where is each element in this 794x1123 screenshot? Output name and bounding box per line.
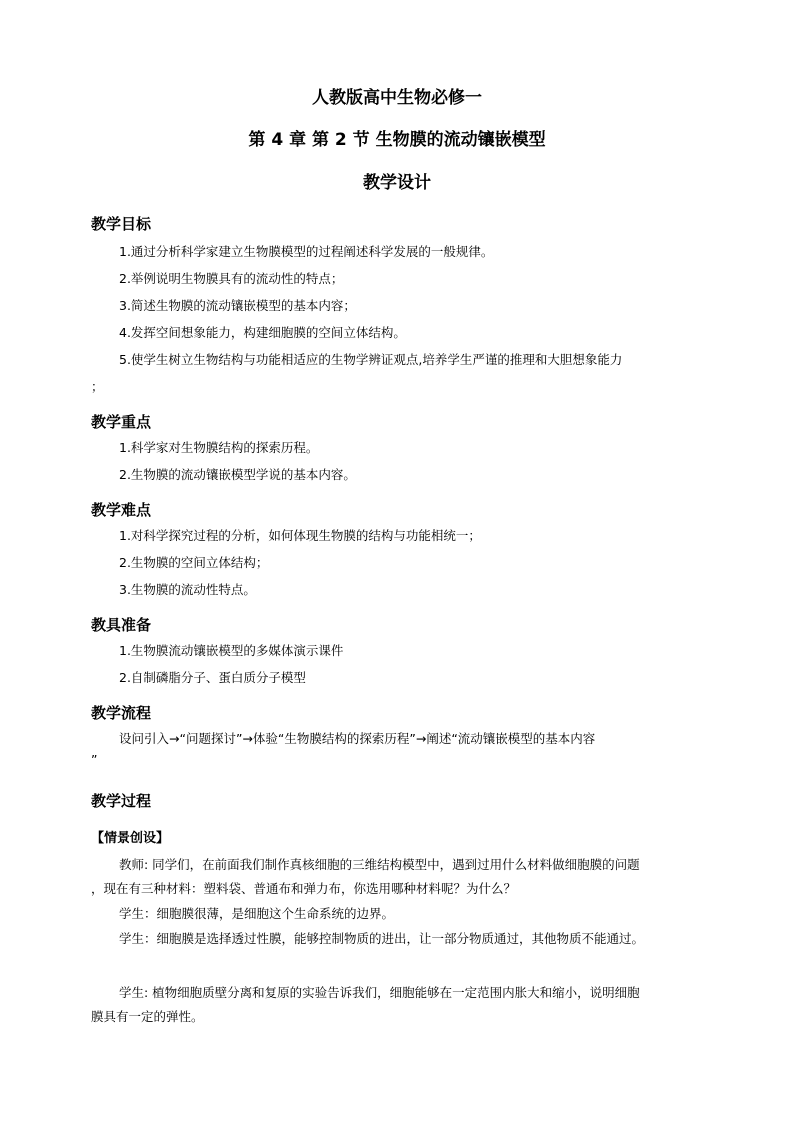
process-heading: 教学过程 bbox=[91, 792, 152, 810]
teacher-line: 教师: 同学们，在前面我们制作真核细胞的三维结构模型中，遇到过用什么材料做细胞膜的问题 bbox=[119, 857, 640, 872]
objective-item-tail: ； bbox=[91, 379, 104, 394]
doc-title-textbook: 人教版高中生物必修一 bbox=[312, 88, 482, 108]
materials-heading: 教具准备 bbox=[91, 616, 152, 634]
objective-item: 3.简述生物膜的流动镶嵌模型的基本内容； bbox=[119, 298, 356, 313]
document-body bbox=[91, 214, 706, 1026]
scene-label: 【情景创设】 bbox=[91, 831, 170, 846]
teacher-line: ，现在有三种材料：塑料袋、普通布和弹力布，你选用哪种材料呢？为什么？ bbox=[91, 881, 517, 896]
flow-text-tail: ” bbox=[91, 752, 98, 767]
material-item: 2.自制磷脂分子、蛋白质分子模型 bbox=[119, 670, 306, 685]
student-line: 学生: 植物细胞质壁分离和复原的实验告诉我们，细胞能够在一定范围内胀大和缩小，说明细胞 bbox=[119, 985, 640, 1000]
flow-heading: 教学流程 bbox=[91, 704, 152, 722]
student-line: 学生：细胞膜很薄，是细胞这个生命系统的边界。 bbox=[119, 906, 395, 921]
difficulties-heading: 教学难点 bbox=[91, 501, 152, 519]
objectives-heading: 教学目标 bbox=[91, 215, 152, 233]
difficulty-item: 3.生物膜的流动性特点。 bbox=[119, 582, 256, 597]
student-line: 膜具有一定的弹性。 bbox=[91, 1009, 204, 1024]
difficulty-item: 1.对科学探究过程的分析，如何体现生物膜的结构与功能相统一； bbox=[119, 528, 481, 543]
objective-item: 5.使学生树立生物结构与功能相适应的生物学辨证观点,培养学生严谨的推理和大胆想象能力 bbox=[119, 352, 623, 367]
doc-title-design: 教学设计 bbox=[363, 173, 431, 193]
objective-item: 1.通过分析科学家建立生物膜模型的过程阐述科学发展的一般规律。 bbox=[119, 244, 494, 259]
student-line: 学生：细胞膜是选择透过性膜，能够控制物质的进出，让一部分物质通过，其他物质不能通过。 bbox=[119, 931, 645, 946]
flow-text: 设问引入→“问题探讨”→体验“生物膜结构的探索历程”→阐述“流动镶嵌模型的基本内容 bbox=[119, 731, 596, 746]
key-point-item: 2.生物膜的流动镶嵌模型学说的基本内容。 bbox=[119, 467, 356, 482]
key-points-heading: 教学重点 bbox=[91, 413, 152, 431]
key-point-item: 1.科学家对生物膜结构的探索历程。 bbox=[119, 440, 319, 455]
doc-title-chapter: 第 4 章 第 2 节 生物膜的流动镶嵌模型 bbox=[248, 130, 546, 150]
objective-item: 2.举例说明生物膜具有的流动性的特点； bbox=[119, 271, 344, 286]
difficulty-item: 2.生物膜的空间立体结构； bbox=[119, 555, 269, 570]
objective-item: 4.发挥空间想象能力，构建细胞膜的空间立体结构。 bbox=[119, 325, 406, 340]
material-item: 1.生物膜流动镶嵌模型的多媒体演示课件 bbox=[119, 643, 344, 658]
